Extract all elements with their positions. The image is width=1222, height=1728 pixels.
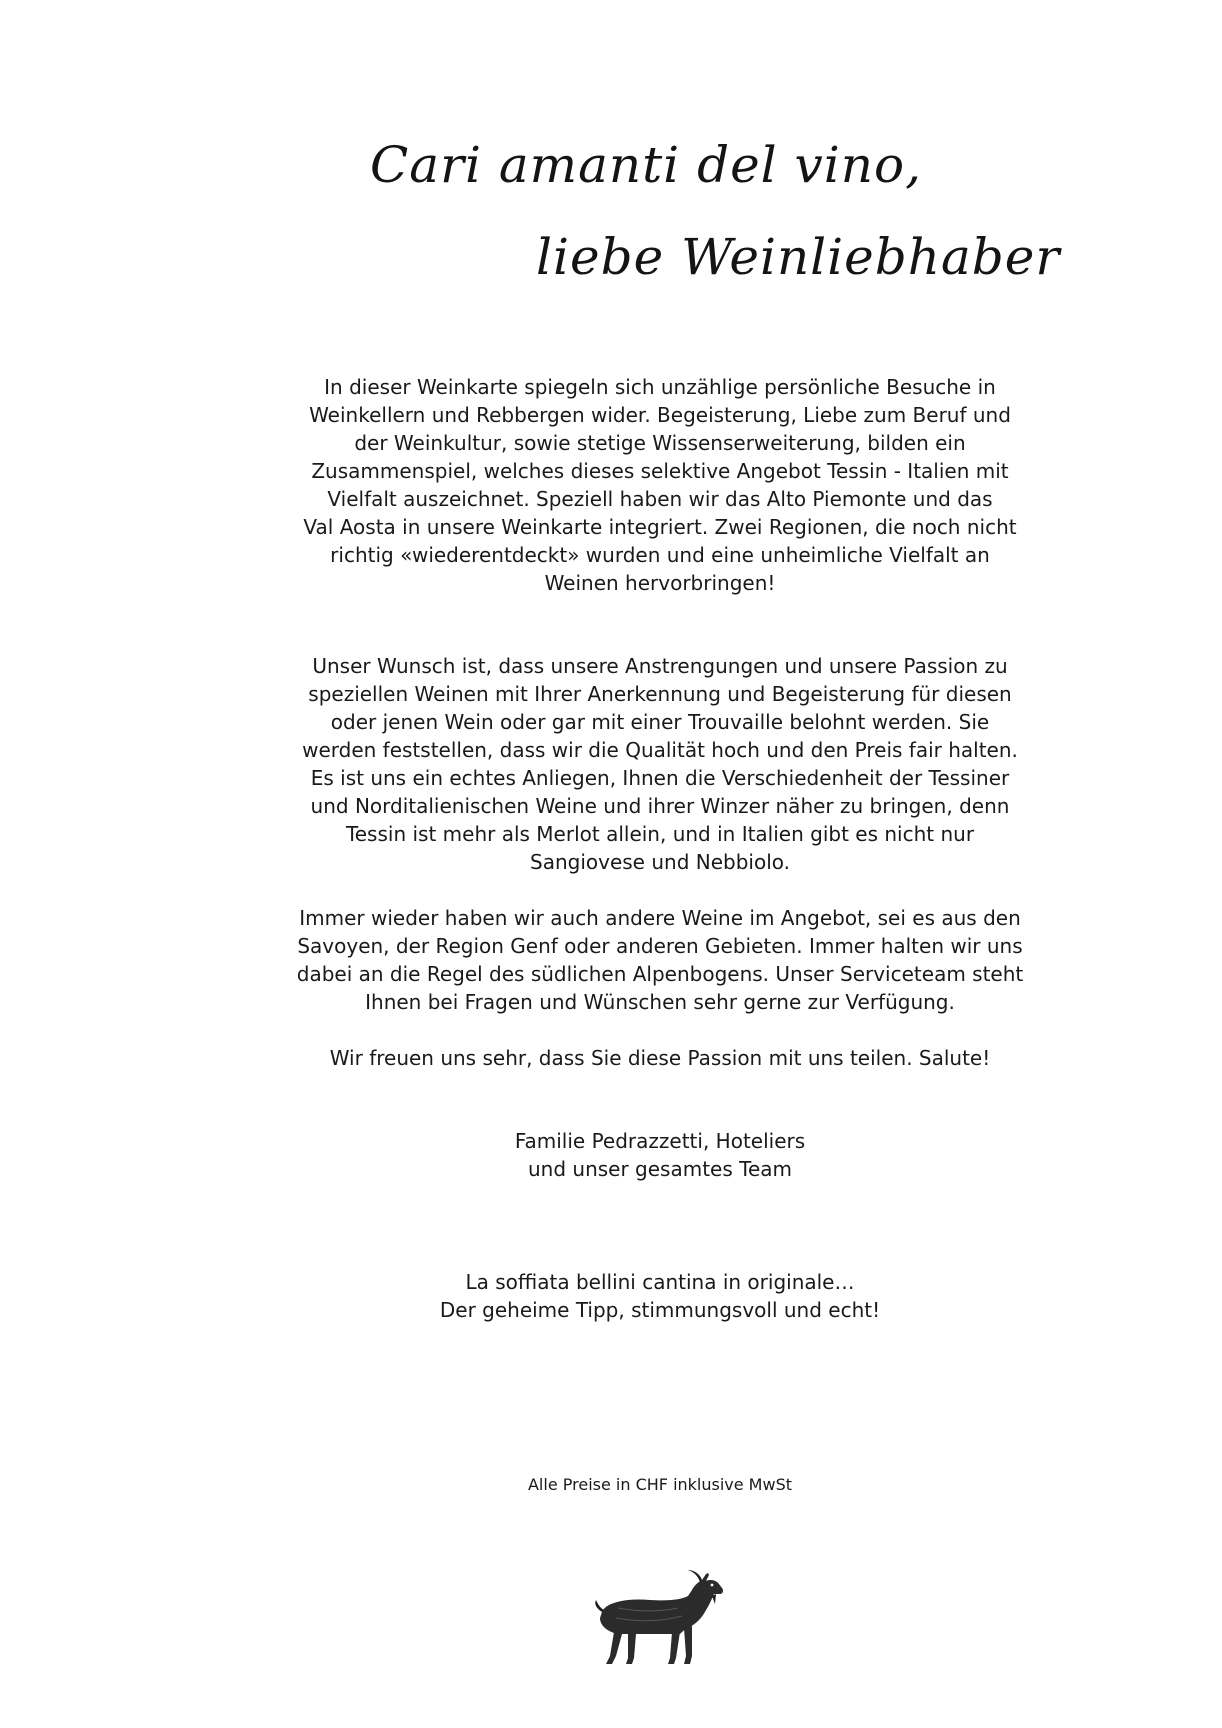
text-line: Savoyen, der Region Genf oder anderen Gebieten. Immer halten wir uns <box>297 934 1023 958</box>
other-wines-paragraph <box>230 904 1090 1016</box>
text-line: werden feststellen, dass wir die Qualität hoch und den Preis fair halten. <box>302 738 1018 762</box>
signature-line: und unser gesamtes Team <box>527 1157 792 1181</box>
text-line: Weinen hervorbringen! <box>544 571 776 595</box>
text-line: Immer wieder haben wir auch andere Weine im Angebot, sei es aus den <box>299 906 1021 930</box>
text-line: oder jenen Wein oder gar mit einer Trouvaille belohnt werden. Sie <box>330 710 990 734</box>
text-line: dabei an die Regel des südlichen Alpenbogens. Unser Serviceteam steht <box>296 962 1024 986</box>
tip-line: La soffiata bellini cantina in originale… <box>465 1270 855 1294</box>
text-line: Sangiovese und Nebbiolo. <box>530 850 790 874</box>
intro-paragraph <box>230 373 1090 597</box>
text-line: Ihnen bei Fragen und Wünschen sehr gerne zur Verfügung. <box>365 990 955 1014</box>
text-line: Val Aosta in unsere Weinkarte integriert. Zwei Regionen, die noch nicht <box>303 515 1017 539</box>
price-note <box>230 1474 1090 1496</box>
tip-line: Der geheime Tipp, stimmungsvoll und echt! <box>439 1298 881 1322</box>
text-line: Es ist uns ein echtes Anliegen, Ihnen die Verschiedenheit der Tessiner <box>310 766 1010 790</box>
wish-paragraph <box>230 652 1090 876</box>
text-line: Vielfalt auszeichnet. Speziell haben wir das Alto Piemonte und das <box>327 487 993 511</box>
text-line: der Weinkultur, sowie stetige Wissenserweiterung, bilden ein <box>354 431 966 455</box>
signature <box>230 1127 1090 1183</box>
text-line: und Norditalienischen Weine und ihrer Winzer näher zu bringen, denn <box>310 794 1010 818</box>
text-line: Unser Wunsch ist, dass unsere Anstrengungen und unsere Passion zu <box>312 654 1008 678</box>
signature-line: Familie Pedrazzetti, Hoteliers <box>514 1129 806 1153</box>
text-line: Wir freuen uns sehr, dass Sie diese Passion mit uns teilen. Salute! <box>329 1046 991 1070</box>
text-line: Tessin ist mehr als Merlot allein, und in Italien gibt es nicht nur <box>345 822 975 846</box>
text-line: speziellen Weinen mit Ihrer Anerkennung und Begeisterung für diesen <box>308 682 1012 706</box>
goat-icon <box>588 1568 728 1668</box>
text-line: Zusammenspiel, welches dieses selektive Angebot Tessin - Italien mit <box>311 459 1009 483</box>
text-line: In dieser Weinkarte spiegeln sich unzählige persönliche Besuche in <box>324 375 996 399</box>
title-line-2: liebe Weinliebhaber <box>536 228 1061 286</box>
text-line: richtig «wiederentdeckt» wurden und eine unheimliche Vielfalt an <box>330 543 990 567</box>
secret-tip <box>230 1268 1090 1324</box>
text-line: Weinkellern und Rebbergen wider. Begeisterung, Liebe zum Beruf und <box>309 403 1011 427</box>
closing-paragraph <box>230 1044 1090 1072</box>
title-line-1: Cari amanti del vino, <box>370 136 922 194</box>
price-note-text: Alle Preise in CHF inklusive MwSt <box>527 1475 792 1494</box>
